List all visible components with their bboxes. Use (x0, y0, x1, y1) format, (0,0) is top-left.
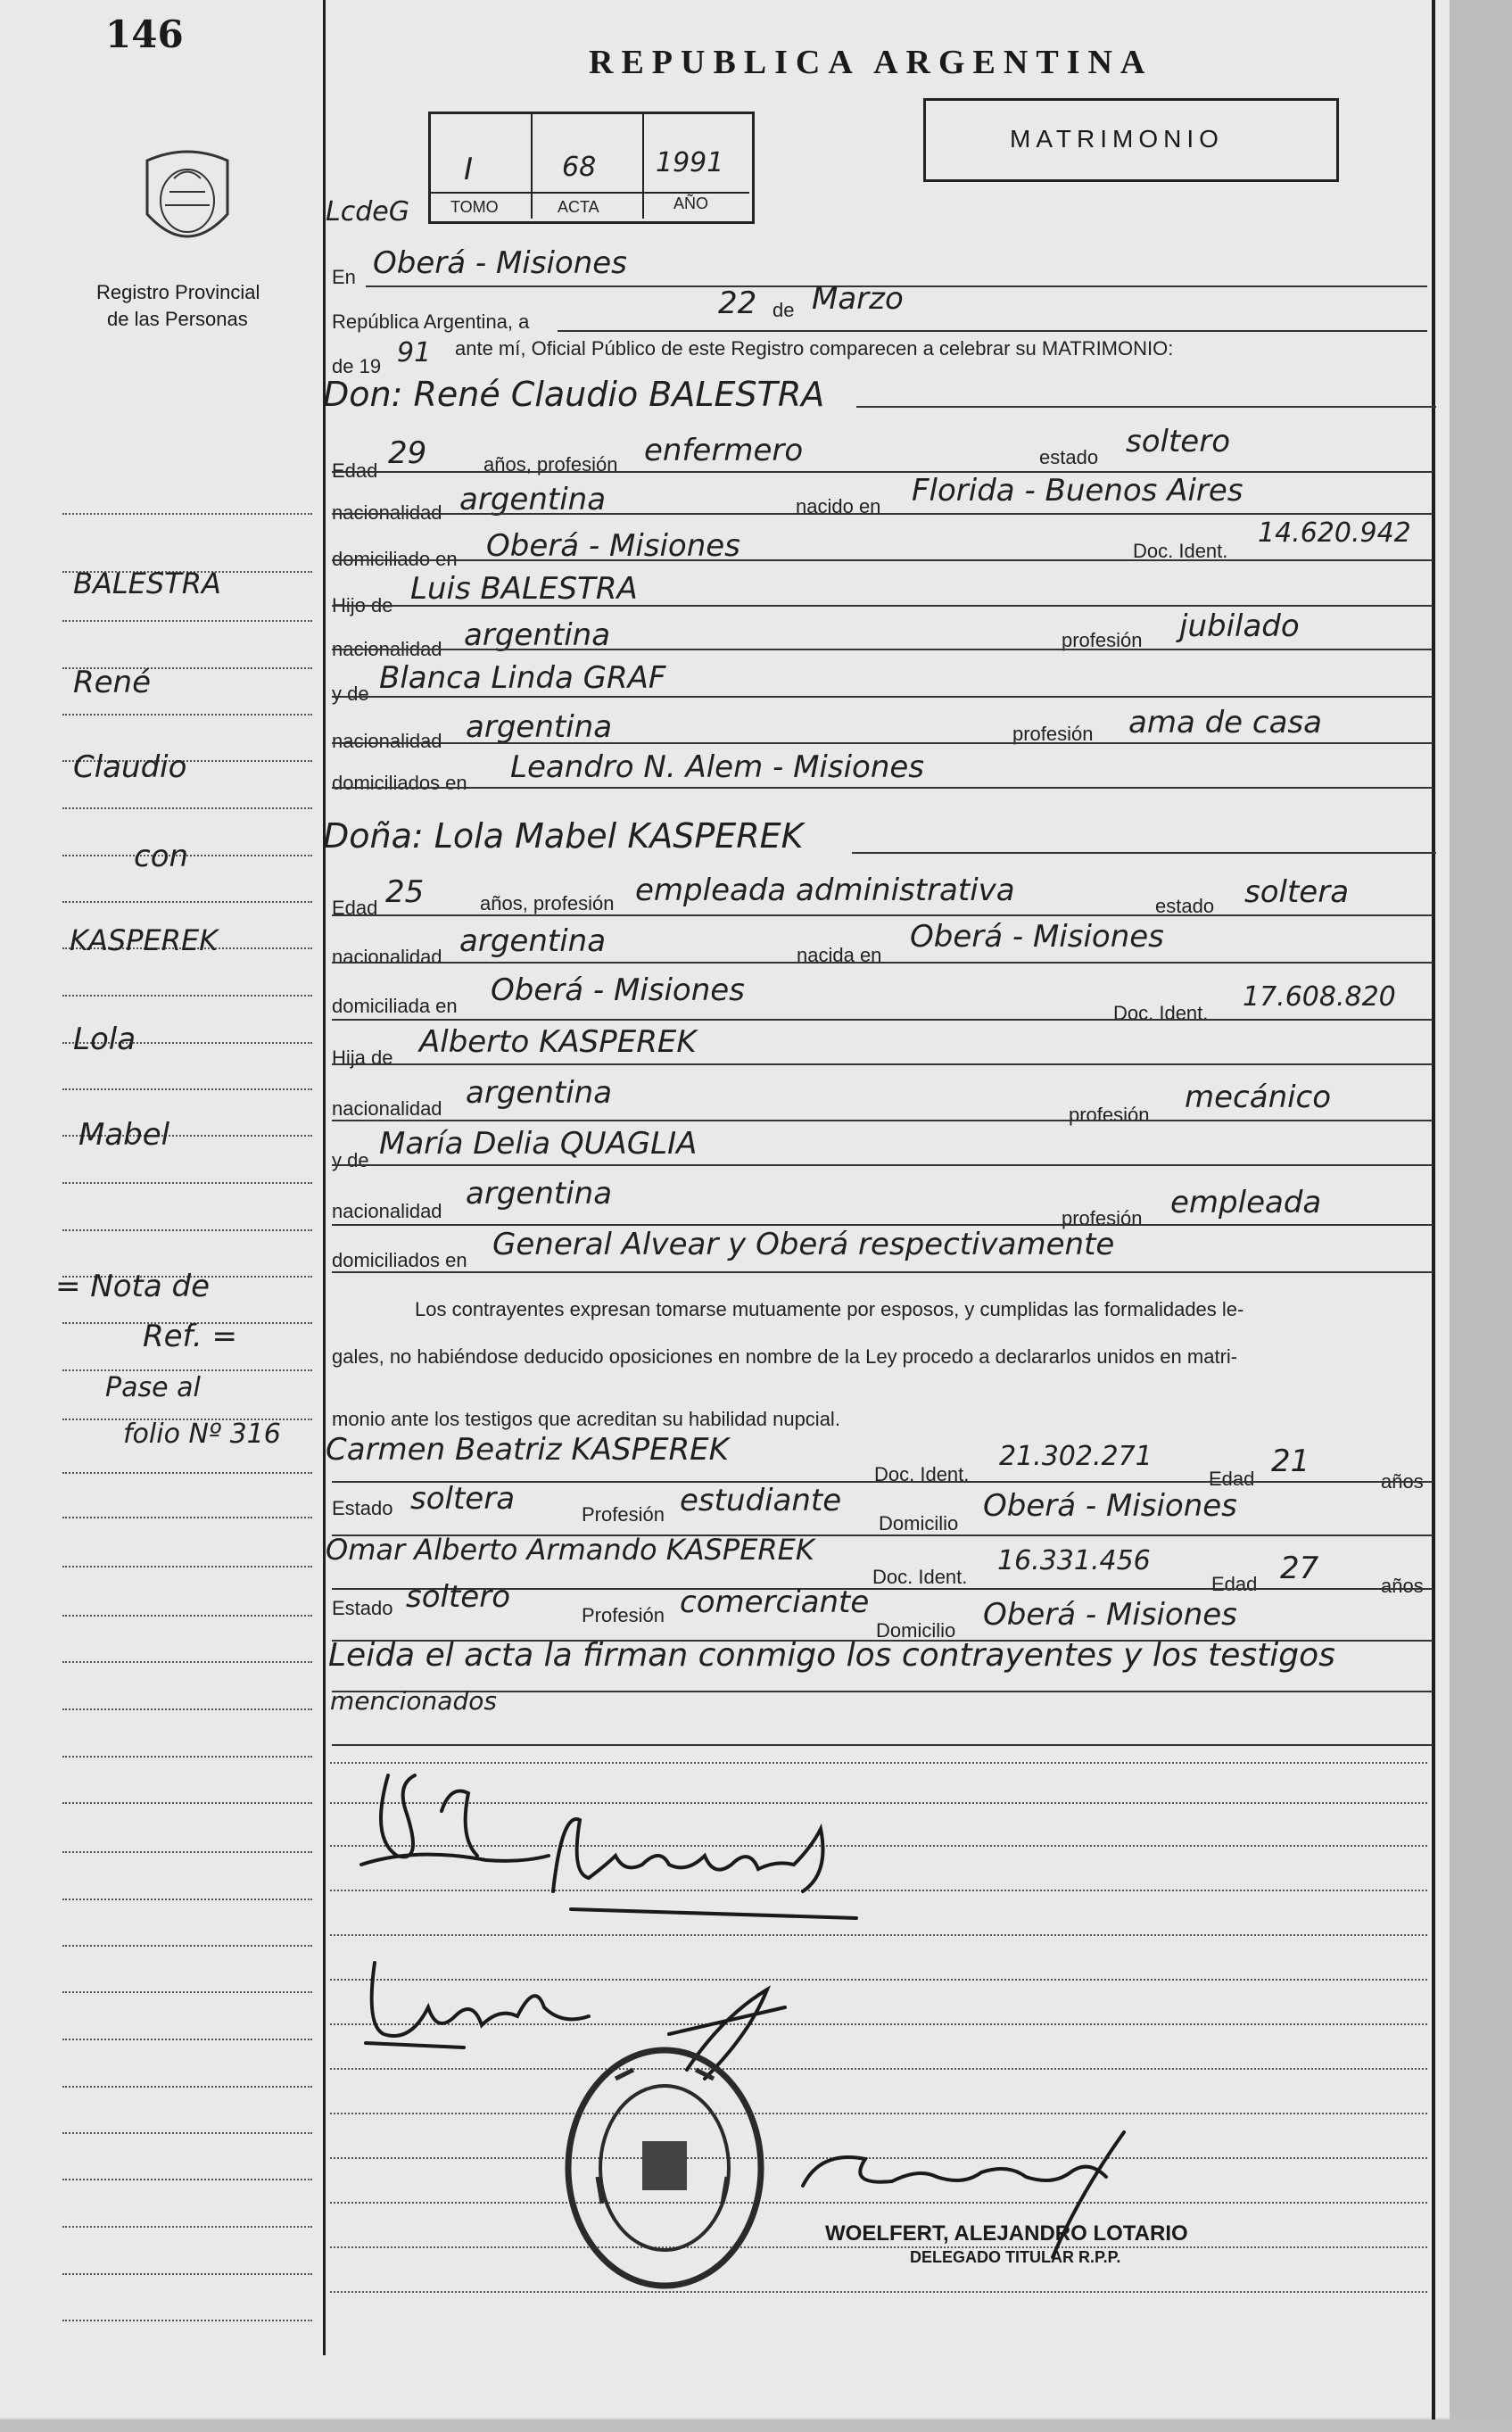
tomo-value: I (464, 152, 474, 187)
bride-parents-dom-label: domiciliados en (332, 1249, 467, 1271)
groom-dom-label: domiciliado en (332, 548, 458, 570)
anio-value: 1991 (656, 147, 724, 178)
groom-profesion: enfermero (644, 433, 804, 468)
groom-mother-nac-label: nacionalidad (332, 730, 442, 752)
witness2-domicilio: Oberá - Misiones (983, 1597, 1237, 1633)
closing-line1: Leida el acta la firman conmigo los contrayentes y los testigos (328, 1637, 1335, 1674)
bride-nacionalidad: argentina (459, 923, 607, 959)
groom-father: Luis BALESTRA (410, 571, 638, 607)
groom-parents-dom: Leandro N. Alem - Misiones (510, 749, 925, 785)
line (332, 559, 1434, 561)
witness1-name: Carmen Beatriz KASPEREK (326, 1432, 729, 1468)
witness1-domicilio: Oberá - Misiones (983, 1488, 1237, 1524)
ante-text: ante mí, Oficial Público de este Registro comparecen a celebrar su MATRIMONIO: (455, 337, 1174, 360)
witness2-edad: 27 (1280, 1551, 1319, 1586)
groom-parents-dom-label: domiciliados en (332, 772, 467, 794)
witness2-doc: 16.331.456 (997, 1545, 1151, 1576)
bride-domicilio: Oberá - Misiones (491, 972, 745, 1008)
witness1-edad-label: Edad (1209, 1468, 1255, 1490)
bride-estado: soltera (1244, 874, 1350, 910)
margin-name-4: con (134, 839, 189, 874)
bride-estado-label: estado (1155, 895, 1215, 917)
acta-value: 68 (562, 152, 597, 183)
bride-father: Alberto KASPEREK (419, 1024, 697, 1060)
witness1-doc-label: Doc. Ident. (874, 1463, 970, 1485)
box-divider (431, 192, 749, 194)
bride-nacida-label: nacida en (797, 944, 882, 966)
line (558, 330, 1427, 332)
declaration-line1: Los contrayentes expresan tomarse mutuamente por esposos, y cumplidas las formalidades le- (415, 1298, 1244, 1320)
official-stamp (562, 2043, 767, 2297)
bride-mother-nac: argentina (466, 1176, 613, 1212)
bride-signature (535, 1793, 874, 1932)
background-strip-bottom (0, 2420, 1512, 2432)
country-title: REPUBLICA ARGENTINA (589, 44, 1153, 81)
bride-yde-label: y de (332, 1149, 369, 1171)
bride-nacida: Oberá - Misiones (910, 919, 1164, 955)
line (332, 1224, 1434, 1226)
declaration-line2: gales, no habiéndose deducido oposiciones en nombre de la Ley procedo a declararlos unidos en matri- (332, 1345, 1238, 1368)
witness2-anos-label: años (1381, 1575, 1424, 1597)
bride-mother-nac-label: nacionalidad (332, 1200, 442, 1222)
line (332, 914, 1434, 916)
groom-nacionalidad: argentina (459, 482, 607, 517)
groom-mother-nac: argentina (466, 709, 613, 745)
margin-name-1: BALESTRA (73, 567, 221, 600)
margin-name-6: Lola (73, 1022, 136, 1057)
closing-line2: mencionados (330, 1686, 497, 1716)
anio-label: AÑO (673, 194, 709, 212)
tomo-label: TOMO (450, 198, 499, 216)
witness1-prof-label: Profesión (582, 1503, 665, 1526)
en-label: En (332, 266, 356, 288)
groom-nacido: Florida - Buenos Aires (912, 473, 1243, 509)
line (332, 962, 1434, 964)
groom-hijo-label: Hijo de (332, 594, 393, 616)
bride-mother-prof-label: profesión (1062, 1207, 1143, 1229)
groom-father-prof-label: profesión (1062, 629, 1143, 651)
groom-anos-prof-label: años, profesión (483, 453, 618, 476)
box-divider (531, 114, 533, 219)
line (332, 1120, 1434, 1121)
line (332, 1019, 1434, 1021)
groom-edad: 29 (388, 435, 427, 471)
witness2-dom-label: Domicilio (876, 1619, 956, 1642)
line (332, 1063, 1434, 1065)
box-divider (642, 114, 644, 219)
margin-note-2: Ref. = (143, 1319, 238, 1354)
bride-hija-label: Hija de (332, 1046, 393, 1069)
witness2-estado: soltero (406, 1579, 510, 1615)
line (332, 1271, 1434, 1273)
bride-mother-prof: empleada (1170, 1185, 1322, 1220)
declaration-line3: monio ante los testigos que acreditan su habilidad nupcial. (332, 1408, 840, 1430)
margin-note-1: = Nota de (55, 1269, 211, 1304)
witness2-estado-label: Estado (332, 1597, 393, 1619)
groom-father-nac: argentina (464, 617, 611, 653)
witness2-prof-label: Profesión (582, 1604, 665, 1626)
witness1-estado-label: Estado (332, 1497, 393, 1519)
line (856, 406, 1436, 408)
officer-name: WOELFERT, ALEJANDRO LOTARIO (825, 2221, 1188, 2246)
witness2-name: Omar Alberto Armando KASPEREK (326, 1533, 814, 1567)
republica-label: República Argentina, a (332, 310, 530, 333)
line (332, 513, 1434, 515)
margin-name-3: Claudio (73, 749, 187, 785)
groom-estado-label: estado (1039, 446, 1099, 468)
page-edge (1432, 0, 1435, 2432)
groom-nac-label: nacionalidad (332, 501, 442, 524)
registry-seal (138, 143, 236, 259)
witness2-profesion: comerciante (680, 1584, 870, 1620)
groom-yde-label: y de (332, 682, 369, 705)
groom-doc: 14.620.942 (1258, 517, 1411, 549)
witness1-edad: 21 (1271, 1443, 1310, 1479)
day-value: 22 (718, 285, 757, 321)
margin-name-5: KASPEREK (70, 923, 219, 957)
witness2-edad-label: Edad (1211, 1573, 1258, 1595)
bride-edad-label: Edad (332, 897, 378, 919)
line (332, 649, 1434, 650)
margin-divider (323, 0, 326, 2355)
groom-mother-prof-label: profesión (1012, 723, 1094, 745)
groom-mother-prof: ama de casa (1128, 705, 1322, 740)
en-value: Oberá - Misiones (373, 245, 627, 281)
bride-father-nac-label: nacionalidad (332, 1097, 442, 1120)
bride-name: Doña: Lola Mabel KASPEREK (323, 816, 804, 856)
bride-nac-label: nacionalidad (332, 946, 442, 968)
registry-name-line2: de las Personas (107, 308, 248, 330)
line (332, 471, 1434, 473)
groom-domicilio: Oberá - Misiones (486, 528, 740, 564)
line (332, 1691, 1434, 1692)
bride-father-prof-label: profesión (1069, 1104, 1150, 1126)
line (332, 787, 1434, 789)
record-type: MATRIMONIO (1010, 125, 1224, 153)
bride-doc-label: Doc. Ident. (1113, 1002, 1209, 1024)
bride-profesion: empleada administrativa (635, 873, 1015, 908)
margin-name-2: René (73, 665, 152, 700)
groom-name: Don: René Claudio BALESTRA (323, 375, 825, 414)
line (332, 696, 1434, 698)
year-prefix: de 19 (332, 355, 382, 377)
side-mark: LcdeG (326, 196, 409, 227)
margin-note-3: Pase al (105, 1372, 201, 1403)
groom-father-nac-label: nacionalidad (332, 638, 442, 660)
de-label: de (773, 299, 795, 321)
margin-note-4: folio Nº 316 (123, 1419, 281, 1450)
line (332, 1744, 1434, 1746)
background-strip (1450, 0, 1512, 2432)
bride-dom-label: domiciliada en (332, 995, 458, 1017)
bride-father-nac: argentina (466, 1075, 613, 1111)
groom-mother: Blanca Linda GRAF (379, 660, 666, 696)
bride-anos-prof-label: años, profesión (480, 892, 615, 914)
margin-name-7: Mabel (78, 1117, 170, 1153)
bride-parents-dom: General Alvear y Oberá respectivamente (492, 1227, 1115, 1262)
line (332, 605, 1434, 607)
month-value: Marzo (812, 281, 904, 317)
registry-name-line1: Registro Provincial (96, 281, 260, 303)
witness1-anos-label: años (1381, 1470, 1424, 1493)
bride-edad: 25 (385, 874, 425, 910)
line (332, 742, 1434, 744)
witness1-profesion: estudiante (680, 1483, 842, 1518)
bride-father-prof: mecánico (1185, 1080, 1332, 1115)
line (332, 1164, 1434, 1166)
witness1-estado: soltera (410, 1481, 516, 1517)
groom-father-prof: jubilado (1179, 608, 1300, 644)
groom-edad-label: Edad (332, 459, 378, 482)
witness1-dom-label: Domicilio (879, 1512, 959, 1534)
line (852, 852, 1436, 854)
acta-label: ACTA (558, 198, 599, 216)
groom-nacido-label: nacido en (796, 495, 881, 517)
witness1-doc: 21.302.271 (999, 1441, 1153, 1472)
groom-signature (343, 1758, 558, 1905)
witness2-doc-label: Doc. Ident. (872, 1566, 968, 1588)
officer-title: DELEGADO TITULAR R.P.P. (910, 2248, 1121, 2266)
groom-doc-label: Doc. Ident. (1133, 540, 1228, 562)
page-number: 146 (105, 12, 184, 56)
bride-mother: María Delia QUAGLIA (379, 1126, 698, 1162)
year-suffix: 91 (397, 337, 432, 368)
bride-doc: 17.608.820 (1243, 981, 1396, 1013)
groom-estado: soltero (1126, 424, 1230, 459)
